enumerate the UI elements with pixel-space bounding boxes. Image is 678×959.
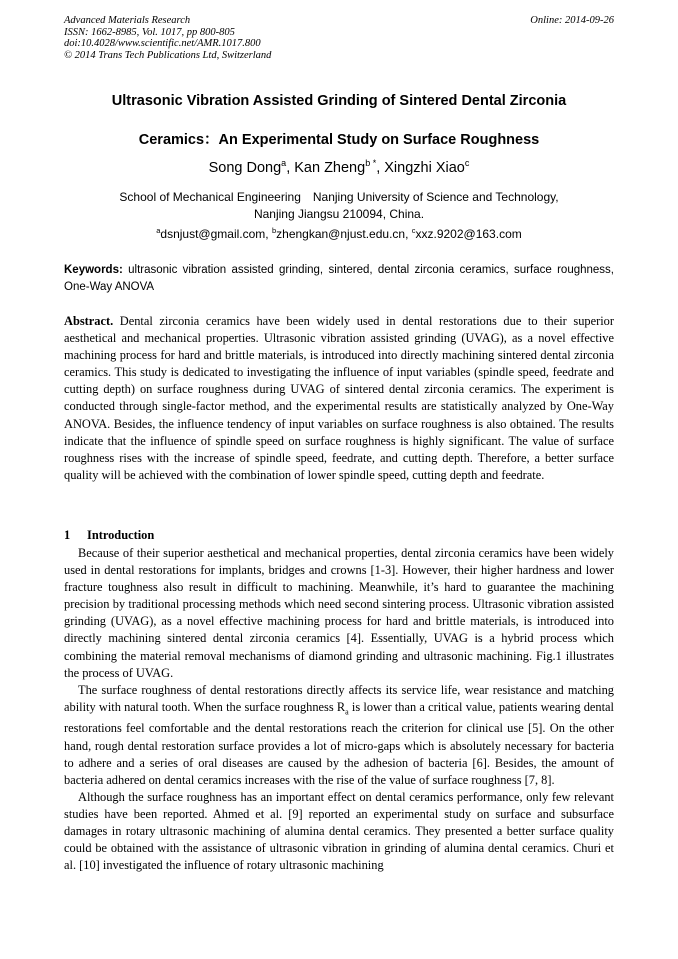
keywords-section xyxy=(64,262,614,296)
email-link[interactable]: xxz.9202@163.com xyxy=(415,227,522,241)
author-superscript: c xyxy=(464,158,470,168)
journal-header xyxy=(64,15,271,61)
author-name: , Xingzhi Xiao xyxy=(376,160,465,176)
paper-title-line-2: Ceramics：An Experimental Study on Surface Roughness xyxy=(138,132,540,148)
copyright-line: © 2014 Trans Tech Publications Ltd, Switzerland xyxy=(64,49,272,61)
keywords-text: ultrasonic vibration assisted grinding, sintered, dental zirconia ceramics, surface roughness, One-Way ANOVA xyxy=(64,264,614,293)
affiliation-university: Nanjing University of Science and Technology, xyxy=(312,190,559,204)
paper-title-line-1: Ultrasonic Vibration Assisted Grinding of Sintered Dental Zirconia xyxy=(111,93,567,109)
author-superscript: b * xyxy=(365,158,377,168)
abstract-text: Dental zirconia ceramics have been widely used in dental restorations due to their superior aesthetical and mechanical properties. Ultrasonic vibration assisted grinding (UVAG), as a novel effective machining process for hard and brittle materials, is introduced into directly machining sintered dental zirconia ceramics. This study is dedicated to investigating the influence of input variables (spindle speed, feedrate and cutting depth) on surface roughness during UVAG of sintered dental zirconia ceramics. The experiment is conducted through single-factor method, and the experimental results are statistically analyzed by One-Way ANOVA. Besides, the influence tendency of input variables on surface roughness is also obtained. The results indicate that the influence of spindle speed on surface roughness is highly significant. The value of surface roughness rises with the increase of spindle speed, feedrate, and cutting depth. Therefore, a better surface quality will be achieved with the combination of lower spindle speed, cutting depth and feedrate. xyxy=(64,314,614,482)
email-link[interactable]: dsnjust@gmail.com, xyxy=(160,227,272,241)
keywords-label: Keywords: xyxy=(64,264,123,276)
paragraph: Because of their superior aesthetical and mechanical properties, dental zirconia ceramics have been widely used in dental restorations for implants, bridges and crowns [1-3]. However, their higher hardness and lower fracture toughness also result in difficult to machining. Meanwhile, it’s hard to guarantee the machining precision by traditional processing methods which need second sintering process. Ultrasonic vibration assisted grinding (UVAG), as a novel effective machining process for hard and brittle materials, is introduced into directly machining sintered dental zirconia ceramics [4]. Essentially, UVAG is a hybrid process which combining the material removal mechanisms of diamond grinding and ultrasonic machining. Fig.1 illustrates the process of UVAG. xyxy=(64,546,614,680)
subscript: a xyxy=(345,707,349,717)
email-superscript: b xyxy=(271,226,277,235)
email-superscript: c xyxy=(411,226,416,235)
introduction-body xyxy=(64,545,614,874)
author-superscript: a xyxy=(281,158,287,168)
online-date: Online: 2014-09-26 xyxy=(530,15,614,26)
paragraph: Although the surface roughness has an important effect on dental ceramics performance, only few relevant studies have been reported. Ahmed et al. [9] reported an experimental study on surface and subsurface damages in rotary ultrasonic machining of alumina dental ceramics. They presented a better surface quality could be obtained with the assistance of ultrasonic vibration in grinding of alumina dental ceramics. Churi et al. [10] investigated the influence of rotary ultrasonic machining xyxy=(64,789,614,873)
affiliation-line-1 xyxy=(40,189,638,206)
author-name: Song Dong xyxy=(208,160,282,176)
journal-name: Advanced Materials Research xyxy=(64,15,191,26)
abstract-label: Abstract. xyxy=(64,314,114,328)
email-superscript: a xyxy=(156,226,161,235)
paragraph-text: is lower than a critical value, patients wearing dental restorations feel comfortable and the dental restorations reach the criterion for clinical use [5]. On the other hand, rough dental restoration surface provides a lot of micro-gaps which is absolutely necessary for bacteria to adhere and a series of oral diseases are caused by the adhesion of bacteria [6]. Besides, the amount of bacteria adhered on dental ceramics increases with the rise of the value of surface roughness [7, 8]. xyxy=(64,699,615,787)
section-heading xyxy=(64,528,154,543)
paragraph-text: The surface roughness of dental restorations directly affects its service life, wear resistance and matching ability with natural tooth. When the surface roughness R xyxy=(64,682,614,714)
affiliation-school: School of Mechanical Engineering xyxy=(119,190,301,204)
email-link[interactable]: zhengkan@njust.edu.cn, xyxy=(276,227,412,241)
issn-line: ISSN: 1662-8985, Vol. 1017, pp 800-805 xyxy=(64,26,235,38)
affiliation-city: Nanjing Jiangsu 210094, China. xyxy=(253,207,425,221)
section-title: Introduction xyxy=(87,528,155,542)
doi-line[interactable]: doi:10.4028/www.scientific.net/AMR.1017.800 xyxy=(64,38,261,49)
author-list xyxy=(40,158,638,176)
email-line xyxy=(40,222,638,243)
abstract-section xyxy=(64,313,614,484)
author-name: , Kan Zheng xyxy=(286,160,366,176)
section-number: 1 xyxy=(64,528,71,542)
paragraph xyxy=(64,682,614,789)
